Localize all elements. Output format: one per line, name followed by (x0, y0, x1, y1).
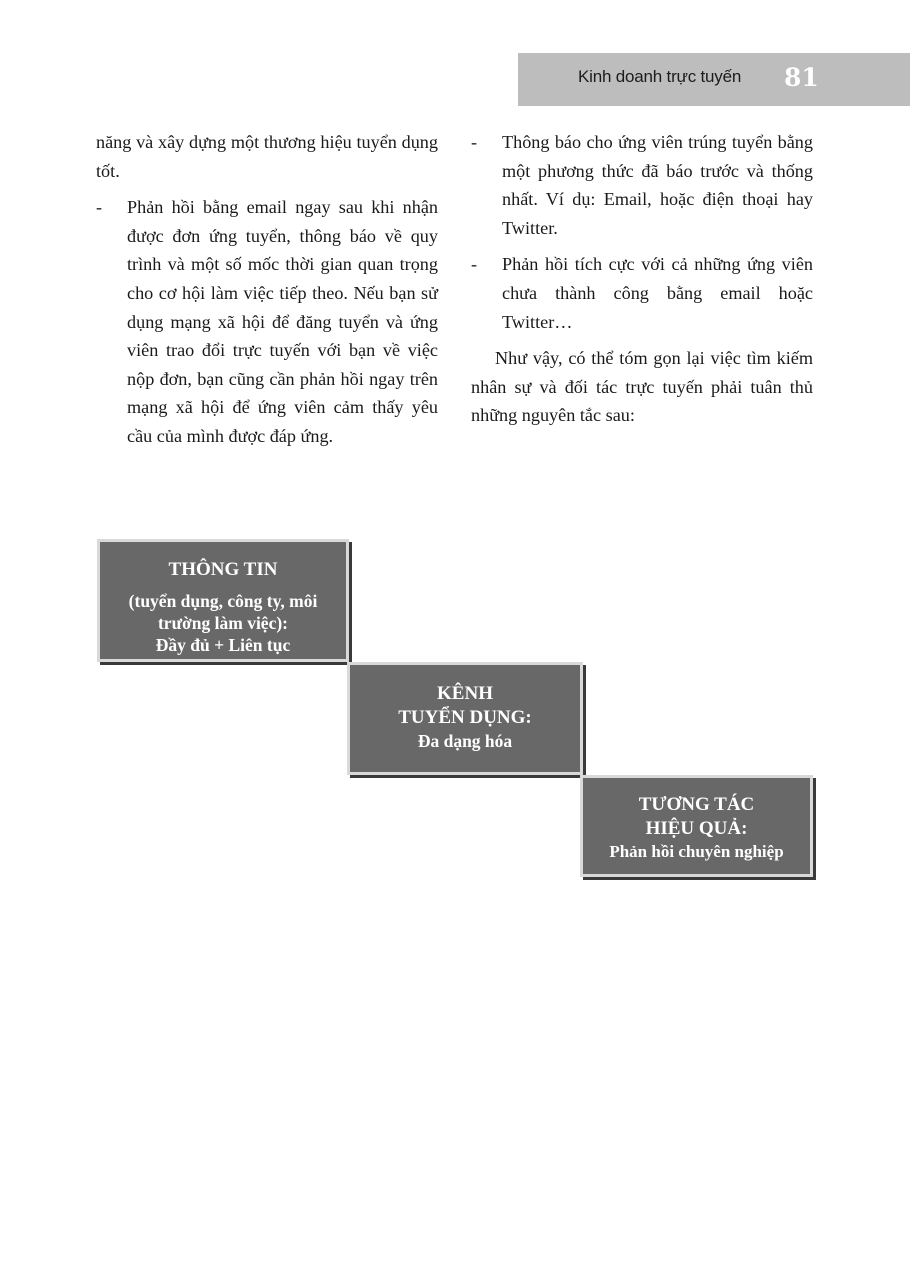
list-item (471, 128, 813, 242)
step-title: TUYỂN DỤNG: (398, 707, 532, 728)
step-line: (tuyển dụng, công ty, môi (128, 591, 318, 611)
step-title: TƯƠNG TÁC (638, 794, 755, 815)
step-line: trường làm việc): (157, 613, 288, 633)
diagram-step-channel (347, 662, 583, 775)
page-number: 81 (784, 63, 819, 92)
intro-paragraph: năng và xây dựng một thương hiệu tuyển dụng tốt. (96, 132, 438, 181)
left-column (96, 128, 438, 451)
right-column (471, 128, 813, 430)
step-line: Phản hồi chuyên nghiệp (609, 842, 784, 861)
running-header-title: Kinh doanh trực tuyến (578, 67, 742, 86)
step-title: HIỆU QUẢ: (645, 818, 748, 839)
running-header (518, 53, 910, 106)
list-item-text: Thông báo cho ứng viên trúng tuyển bằng một phương thức đã báo trước và thống nhất. Ví dụ: Email, hoặc điện thoại hay Twitter. (502, 132, 813, 238)
step-line: Đầy đủ + Liên tục (155, 635, 291, 655)
bullet-dash: - (471, 132, 478, 152)
diagram-step-information (97, 539, 349, 662)
step-title: KÊNH (437, 683, 493, 704)
bullet-dash: - (96, 197, 103, 218)
list-item-text: Phản hồi tích cực với cả những ứng viên chưa thành công bằng email hoặc Twitter… (502, 254, 813, 332)
list-item (96, 193, 438, 450)
list-item (471, 250, 813, 336)
summary-paragraph: Như vậy, có thể tóm gọn lại việc tìm kiếm nhân sự và đối tác trực tuyến phải tuân thủ những nguyên tắc sau: (471, 348, 813, 426)
step-title: THÔNG TIN (168, 559, 278, 580)
list-item-text: Phản hồi bằng email ngay sau khi nhận được đơn ứng tuyển, thông báo về quy trình và một số mốc thời gian quan trọng cho cơ hội làm việc tiếp theo. Nếu bạn sử dụng mạng xã hội để đăng tuyển và ứng viên trao đổi trực tuyến với bạn về việc nộp đơn, bạn cũng cần phản hồi ngay trên mạng xã hội để ứng viên cảm thấy yêu cầu của mình được đáp ứng. (127, 197, 438, 446)
diagram-step-interaction (580, 775, 813, 877)
bullet-dash: - (471, 254, 478, 275)
step-line: Đa dạng hóa (417, 731, 513, 751)
